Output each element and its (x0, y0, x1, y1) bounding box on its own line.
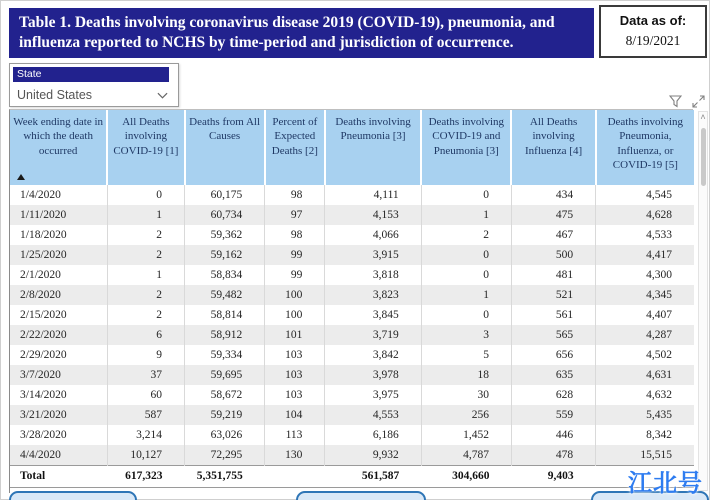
value-cell: 98 (265, 225, 325, 245)
value-cell: 59,362 (185, 225, 265, 245)
column-header[interactable]: All Deaths involving COVID-19 [1] (107, 110, 184, 185)
value-cell: 559 (511, 405, 595, 425)
week-ending-date-cell: 1/18/2020 (10, 225, 107, 245)
watermark-text: 江北号 (628, 470, 703, 497)
total-row (10, 465, 694, 487)
value-cell: 58,672 (185, 385, 265, 405)
value-cell: 0 (421, 245, 511, 265)
table-row[interactable] (10, 345, 694, 365)
scroll-up-arrow[interactable]: ˄ (700, 112, 706, 122)
table-row[interactable] (10, 265, 694, 285)
value-cell: 3 (421, 325, 511, 345)
value-cell: 59,162 (185, 245, 265, 265)
value-cell: 561 (511, 305, 595, 325)
value-cell: 63,026 (185, 425, 265, 445)
total-cell: 561,587 (325, 465, 421, 487)
total-cell: 617,323 (107, 465, 184, 487)
week-ending-date-cell: 1/4/2020 (10, 185, 107, 205)
value-cell: 6,186 (325, 425, 421, 445)
week-ending-date-cell: 1/25/2020 (10, 245, 107, 265)
week-ending-date-cell: 4/4/2020 (10, 445, 107, 465)
value-cell: 72,295 (185, 445, 265, 465)
table-row[interactable] (10, 225, 694, 245)
total-label: Total (10, 465, 107, 487)
value-cell: 2 (107, 285, 184, 305)
value-cell: 4,287 (596, 325, 694, 345)
table-row[interactable] (10, 205, 694, 225)
funnel-icon[interactable] (669, 95, 682, 108)
value-cell: 59,482 (185, 285, 265, 305)
value-cell: 4,787 (421, 445, 511, 465)
value-cell: 4,502 (596, 345, 694, 365)
state-slicer-label: State (13, 67, 169, 82)
value-cell: 4,407 (596, 305, 694, 325)
value-cell: 481 (511, 265, 595, 285)
value-cell: 475 (511, 205, 595, 225)
state-dropdown[interactable] (13, 86, 172, 104)
week-ending-date-cell: 3/14/2020 (10, 385, 107, 405)
value-cell: 3,845 (325, 305, 421, 325)
value-cell: 4,345 (596, 285, 694, 305)
total-cell (596, 465, 694, 487)
value-cell: 4,300 (596, 265, 694, 285)
visual-toolbar (661, 93, 705, 109)
value-cell: 58,814 (185, 305, 265, 325)
value-cell: 256 (421, 405, 511, 425)
value-cell: 58,912 (185, 325, 265, 345)
value-cell: 4,111 (325, 185, 421, 205)
table-body (10, 185, 694, 465)
table-row[interactable] (10, 185, 694, 205)
value-cell: 4,545 (596, 185, 694, 205)
value-cell: 3,842 (325, 345, 421, 365)
value-cell: 103 (265, 385, 325, 405)
value-cell: 446 (511, 425, 595, 445)
value-cell: 5,435 (596, 405, 694, 425)
column-header[interactable]: Week ending date in which the death occurred (10, 110, 107, 185)
value-cell: 100 (265, 305, 325, 325)
bottom-tab-left[interactable] (9, 491, 137, 500)
value-cell: 587 (107, 405, 184, 425)
value-cell: 9,932 (325, 445, 421, 465)
week-ending-date-cell: 2/22/2020 (10, 325, 107, 345)
value-cell: 97 (265, 205, 325, 225)
value-cell: 656 (511, 345, 595, 365)
bottom-tab-middle[interactable] (296, 491, 426, 500)
state-dropdown-value: United States (17, 88, 93, 102)
value-cell: 0 (107, 185, 184, 205)
value-cell: 0 (421, 265, 511, 285)
total-cell: 5,351,755 (185, 465, 265, 487)
value-cell: 1 (107, 205, 184, 225)
value-cell: 0 (421, 305, 511, 325)
value-cell: 103 (265, 345, 325, 365)
value-cell: 60 (107, 385, 184, 405)
table-row[interactable] (10, 385, 694, 405)
value-cell: 1 (107, 265, 184, 285)
value-cell: 2 (107, 245, 184, 265)
week-ending-date-cell: 3/28/2020 (10, 425, 107, 445)
table-row[interactable] (10, 365, 694, 385)
column-header[interactable]: Deaths involving COVID-19 and Pneumonia [3] (421, 110, 511, 185)
value-cell: 4,066 (325, 225, 421, 245)
value-cell: 4,153 (325, 205, 421, 225)
value-cell: 3,975 (325, 385, 421, 405)
table-scrollbar[interactable] (698, 111, 708, 491)
value-cell: 2 (107, 225, 184, 245)
value-cell: 6 (107, 325, 184, 345)
value-cell: 467 (511, 225, 595, 245)
value-cell: 1 (421, 285, 511, 305)
value-cell: 635 (511, 365, 595, 385)
value-cell: 2 (421, 225, 511, 245)
value-cell: 4,533 (596, 225, 694, 245)
value-cell: 628 (511, 385, 595, 405)
column-header[interactable]: All Deaths involving Influenza [4] (511, 110, 595, 185)
total-cell: 9,403 (511, 465, 595, 487)
value-cell: 15,515 (596, 445, 694, 465)
week-ending-date-cell: 2/8/2020 (10, 285, 107, 305)
value-cell: 113 (265, 425, 325, 445)
scrollbar-thumb[interactable] (701, 128, 706, 186)
table-row[interactable] (10, 425, 694, 445)
value-cell: 500 (511, 245, 595, 265)
value-cell: 37 (107, 365, 184, 385)
value-cell: 3,214 (107, 425, 184, 445)
week-ending-date-cell: 2/29/2020 (10, 345, 107, 365)
value-cell: 130 (265, 445, 325, 465)
column-header[interactable]: Deaths involving Pneumonia [3] (325, 110, 421, 185)
column-header[interactable]: Deaths from All Causes (185, 110, 265, 185)
page-title: Table 1. Deaths involving coronavirus disease 2019 (COVID-19), pneumonia, and influenza reported to NCHS by time-period and jurisdiction of occurrence. (9, 8, 594, 58)
value-cell: 3,978 (325, 365, 421, 385)
week-ending-date-cell: 2/1/2020 (10, 265, 107, 285)
table-row[interactable] (10, 445, 694, 465)
data-as-of-label: Data as of: (619, 13, 687, 28)
value-cell: 4,628 (596, 205, 694, 225)
column-header[interactable]: Deaths involving Pneumonia, Influenza, or COVID-19 [5] (596, 110, 694, 185)
value-cell: 3,915 (325, 245, 421, 265)
week-ending-date-cell: 2/15/2020 (10, 305, 107, 325)
data-as-of-date: 8/19/2021 (625, 33, 681, 48)
value-cell: 0 (421, 185, 511, 205)
value-cell: 5 (421, 345, 511, 365)
value-cell: 4,417 (596, 245, 694, 265)
value-cell: 101 (265, 325, 325, 345)
value-cell: 59,334 (185, 345, 265, 365)
sort-ascending-icon (17, 174, 25, 180)
value-cell: 3,719 (325, 325, 421, 345)
header-row (10, 110, 694, 185)
value-cell: 1,452 (421, 425, 511, 445)
bottom-tab-right[interactable] (591, 491, 709, 500)
value-cell: 60,175 (185, 185, 265, 205)
value-cell: 60,734 (185, 205, 265, 225)
total-cell: 304,660 (421, 465, 511, 487)
value-cell: 104 (265, 405, 325, 425)
value-cell: 58,834 (185, 265, 265, 285)
value-cell: 434 (511, 185, 595, 205)
value-cell: 103 (265, 365, 325, 385)
value-cell: 30 (421, 385, 511, 405)
focus-mode-icon[interactable] (692, 95, 705, 108)
value-cell: 4,632 (596, 385, 694, 405)
value-cell: 4,553 (325, 405, 421, 425)
value-cell: 3,823 (325, 285, 421, 305)
table-row[interactable] (10, 285, 694, 305)
table-row[interactable] (10, 245, 694, 265)
total-cell (265, 465, 325, 487)
value-cell: 2 (107, 305, 184, 325)
data-as-of-box (599, 5, 707, 58)
table-row[interactable] (10, 405, 694, 425)
value-cell: 3,818 (325, 265, 421, 285)
state-slicer (9, 63, 179, 107)
value-cell: 10,127 (107, 445, 184, 465)
value-cell: 565 (511, 325, 595, 345)
value-cell: 8,342 (596, 425, 694, 445)
column-header[interactable]: Percent of Expected Deaths [2] (265, 110, 325, 185)
value-cell: 4,631 (596, 365, 694, 385)
table-row[interactable] (10, 305, 694, 325)
value-cell: 99 (265, 245, 325, 265)
table-row[interactable] (10, 325, 694, 345)
value-cell: 521 (511, 285, 595, 305)
value-cell: 99 (265, 265, 325, 285)
week-ending-date-cell: 3/7/2020 (10, 365, 107, 385)
value-cell: 9 (107, 345, 184, 365)
value-cell: 59,695 (185, 365, 265, 385)
value-cell: 18 (421, 365, 511, 385)
value-cell: 100 (265, 285, 325, 305)
value-cell: 478 (511, 445, 595, 465)
week-ending-date-cell: 1/11/2020 (10, 205, 107, 225)
value-cell: 1 (421, 205, 511, 225)
chevron-down-icon (157, 90, 168, 101)
value-cell: 98 (265, 185, 325, 205)
value-cell: 59,219 (185, 405, 265, 425)
deaths-table (9, 109, 693, 493)
week-ending-date-cell: 3/21/2020 (10, 405, 107, 425)
